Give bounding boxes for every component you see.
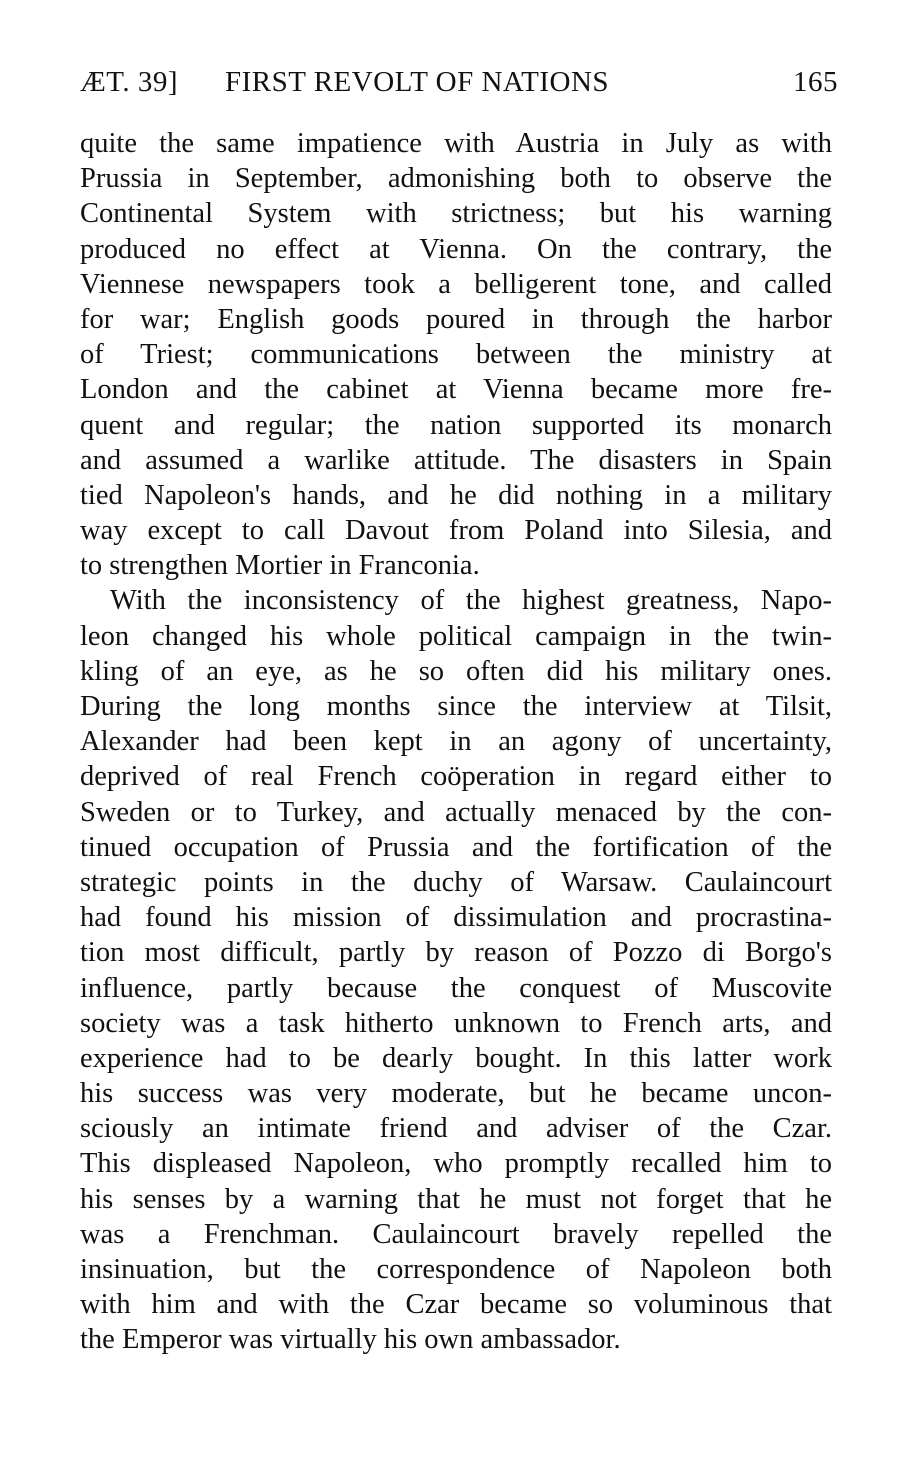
paragraph-2 [80,583,832,1357]
text-line: London and the cabinet at Vienna became more fre- [80,374,832,406]
text-line: Continental System with strictness; but his warning [80,198,832,230]
text-line: Alexander had been kept in an agony of uncertainty, [80,726,832,758]
text-line: influence, partly because the conquest of Muscovite [80,972,832,1004]
text-line: and assumed a warlike attitude. The disasters in Spain [80,444,832,476]
text-line: leon changed his whole political campaign in the twin- [80,620,832,652]
text-line: experience had to be dearly bought. In this latter work [80,1042,832,1074]
text-line: his senses by a warning that he must not forget that he [80,1183,832,1215]
text-line: was a Frenchman. Caulaincourt bravely repelled the [80,1218,832,1250]
text-line: the Emperor was virtually his own ambassador. [80,1324,621,1356]
header-chapter-title: FIRST REVOLT OF NATIONS [225,66,610,98]
text-line: of Triest; communications between the ministry at [80,339,832,371]
text-line: quite the same impatience with Austria in July as with [80,128,832,159]
text-line: This displeased Napoleon, who promptly recalled him to [80,1148,832,1180]
text-line: kling of an eye, as he so often did his military ones. [80,655,832,687]
text-line: to strengthen Mortier in Franconia. [80,550,480,582]
text-line: Viennese newspapers took a belligerent tone, and called [80,268,832,300]
text-line: way except to call Davout from Poland into Silesia, and [80,515,832,547]
text-line: With the inconsistency of the highest greatness, Napo- [110,585,832,617]
text-line: society was a task hitherto unknown to French arts, and [80,1007,832,1039]
text-line: for war; English goods poured in through the harbor [80,303,832,335]
text-line: sciously an intimate friend and adviser of the Czar. [80,1113,832,1145]
text-line: strategic points in the duchy of Warsaw. Caulaincourt [80,866,832,898]
running-head [80,62,840,102]
text-line: tion most difficult, partly by reason of Pozzo di Borgo's [80,937,832,969]
text-line: insinuation, but the correspondence of Napoleon both [80,1254,832,1285]
paragraph-1 [80,126,832,583]
page-number: 165 [793,66,838,98]
text-line: produced no effect at Vienna. On the contrary, the [80,233,832,265]
text-line: with him and with the Czar became so voluminous that [80,1289,832,1321]
text-line: Prussia in September, admonishing both to observe the [80,163,832,195]
text-line: had found his mission of dissimulation and procrastina- [80,902,832,934]
text-line: tinued occupation of Prussia and the fortification of the [80,831,832,863]
text-line: Sweden or to Turkey, and actually menaced by the con- [80,796,832,828]
text-line: his success was very moderate, but he became uncon- [80,1078,832,1110]
text-line: tied Napoleon's hands, and he did nothing in a military [80,479,832,511]
text-line: quent and regular; the nation supported its monarch [80,409,832,441]
body-text [80,126,832,1358]
text-line: During the long months since the interview at Tilsit, [80,691,832,722]
text-line: deprived of real French coöperation in regard either to [80,761,832,793]
header-age-marker: ÆT. 39] [80,66,179,98]
